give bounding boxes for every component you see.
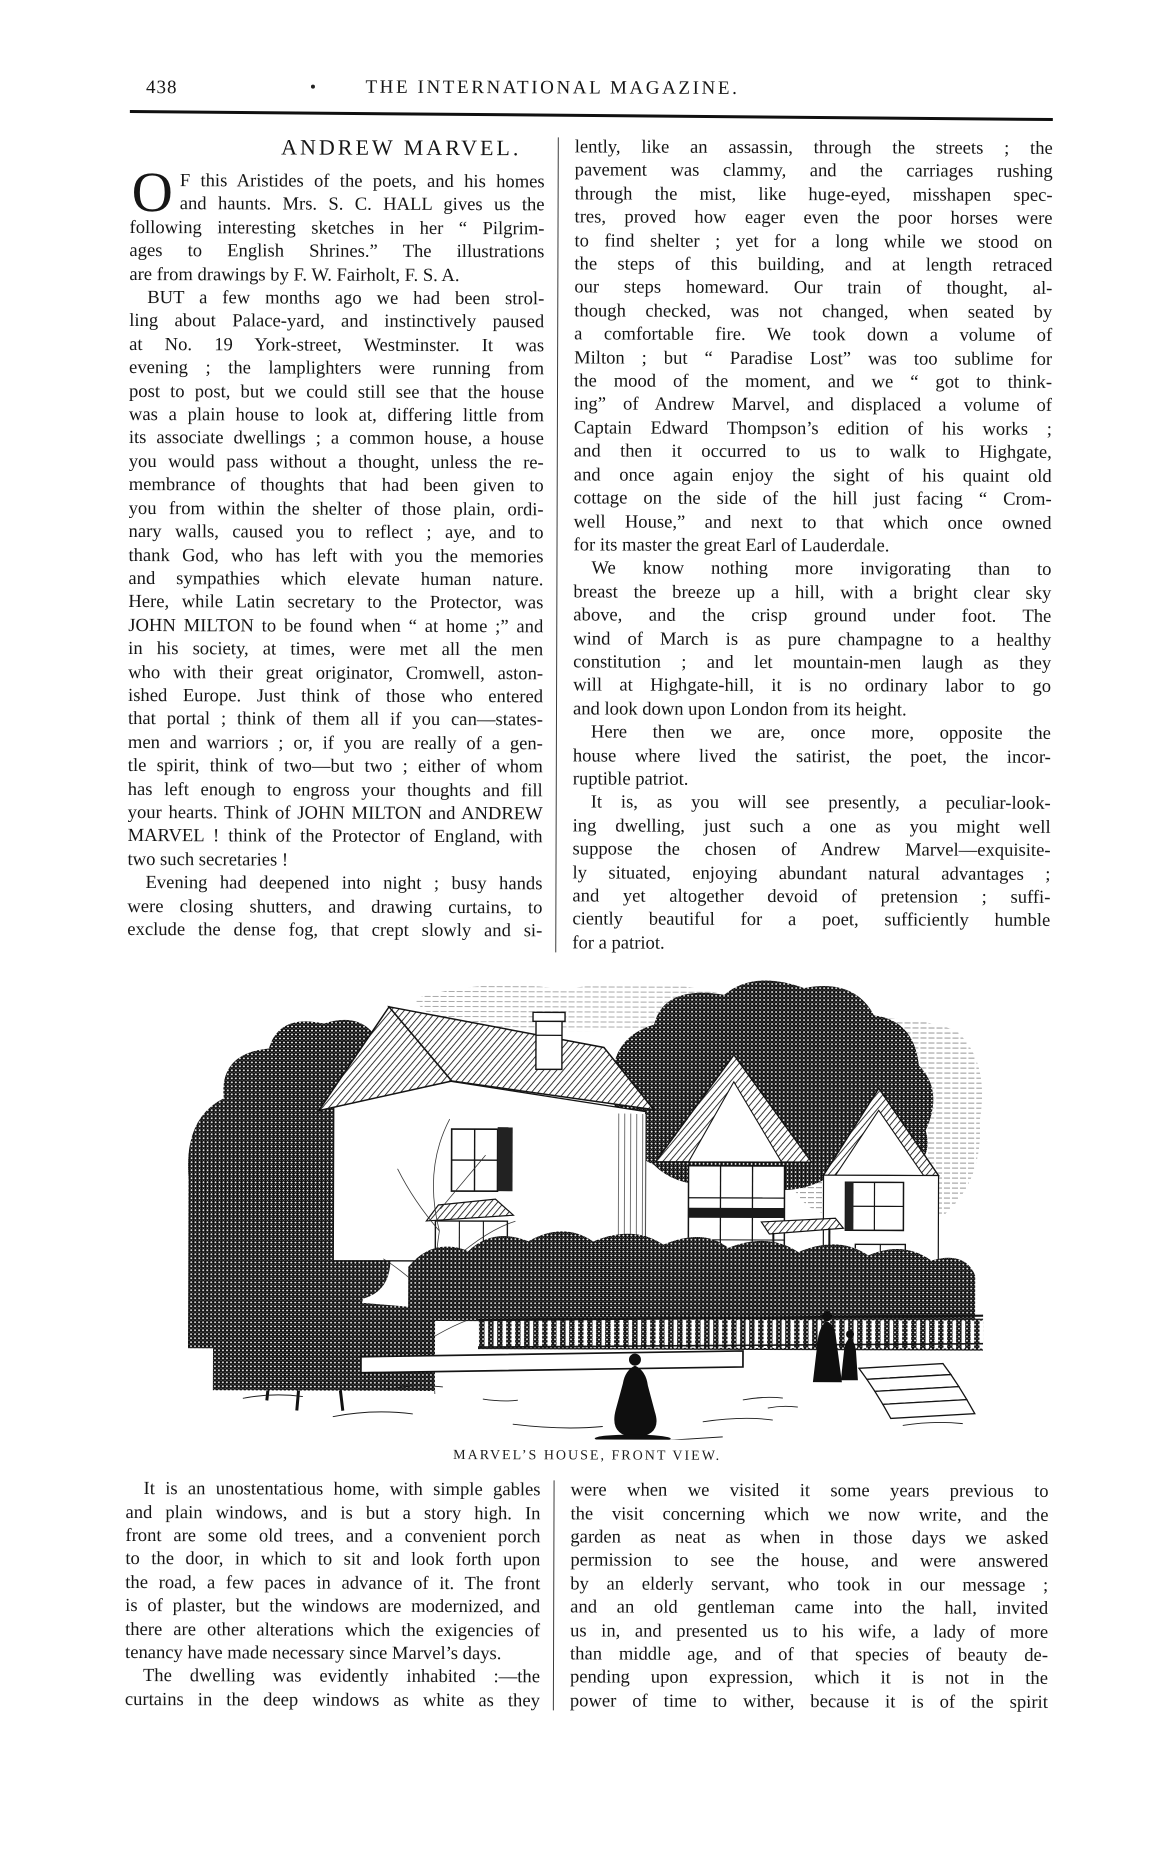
text-line: by an elderly servant, who took in our message ; (570, 1573, 1049, 1596)
text-line: following interesting sketches in her “ Pilgrim- (129, 216, 545, 240)
text-line: and once again enjoy the sight of his quaint old (573, 464, 1052, 487)
text-line: house where lived the satirist, the poet, the incor- (572, 744, 1051, 768)
text-line: wind of March is as pure champagne to a healthy (573, 627, 1052, 651)
text-line: ly situated, enjoying abundant natural advantages ; (572, 861, 1051, 885)
text-line: the steps of this building, and at length retraced (574, 253, 1053, 276)
text-line: ing dwelling, just such a one as you might well (572, 815, 1051, 838)
text-line: and look down upon London from its height. (572, 698, 907, 721)
text-line: above, and the crisp ground under foot. The (573, 604, 1052, 628)
text-line: We know nothing more invigorating than to (591, 557, 1052, 581)
text-line: and sympathies which elevate human nature. (128, 567, 544, 591)
paragraph (127, 286, 544, 872)
text-line: ruptible patriot. (572, 768, 689, 790)
text-line: is of plaster, but the windows are modernized, and (125, 1595, 541, 1618)
text-line: It is an unostentatious home, with simple gables (143, 1478, 541, 1501)
right-window (845, 1182, 903, 1230)
house-engraving-image (182, 968, 993, 1441)
text-line: pending upon expression, which it is not in the (569, 1666, 1048, 1690)
text-line: lently, like an assassin, through the streets ; the (574, 136, 1053, 159)
text-line: the mood of the moment, and we “ got to think- (574, 370, 1053, 393)
text-line: pavement was clammy, and the carriages rushing (574, 159, 1053, 183)
text-line: evening ; the lamplighters were running from (129, 357, 545, 380)
text-line: ished Europe. Just think of those who entered (128, 684, 544, 708)
text-line: the visit concerning which we now write, and the (570, 1503, 1049, 1526)
text-line: tenancy have made necessary since Marvel’s days. (125, 1642, 502, 1665)
paragraph (573, 721, 1051, 793)
text-line: ling about Palace-yard, and instinctively paused (129, 310, 545, 333)
paragraph (129, 161, 545, 287)
text-line: through the mist, like huge-eyed, misshapen spec- (574, 183, 1053, 206)
text-line: two such secretaries ! (127, 848, 289, 871)
text-line: cottage on the side of the hill just facing “ Crom- (573, 487, 1052, 510)
text-line: for a patriot. (572, 932, 665, 954)
paragraph (127, 871, 542, 943)
text-line: were when we visited it some years previous to (570, 1479, 1049, 1503)
text-line: us in, and presented us to his wife, a lady of more (570, 1620, 1049, 1643)
text-line: its associate dwellings ; a common house, a house (128, 427, 544, 450)
paragraph (572, 791, 1051, 956)
text-line: and an old gentleman came into the hall, invited (570, 1596, 1049, 1620)
paragraph (570, 1479, 1049, 1715)
text-line: our steps homeward. Our train of thought, al- (574, 276, 1053, 300)
bottom-column-divider (553, 1481, 555, 1711)
paragraph (573, 135, 1052, 558)
text-line: has left enough to engross your thoughts and fill (127, 778, 543, 801)
paragraph (573, 557, 1052, 722)
text-line: that portal ; think of them all if you can—states- (127, 708, 544, 731)
text-line: ages to English Shrines.” The illustrations (129, 240, 545, 263)
text-line: front are some old trees, and a convenient porch (125, 1525, 541, 1548)
paragraph (125, 1477, 541, 1666)
text-line: JOHN MILTON to be found when “ at home ;” and (128, 614, 544, 638)
text-line: will at Highgate-hill, it is no ordinary labor to go (573, 674, 1052, 698)
text-line: breast the breeze up a hill, with a bright clear sky (573, 581, 1052, 604)
bottom-right-column-text (570, 1479, 1049, 1715)
text-line: power of time to wither, because it is of the spirit (569, 1690, 1048, 1713)
text-line: well House,” and next to that which once owned (573, 510, 1052, 534)
scan-speck (311, 85, 315, 89)
text-line: you from within the shelter of those plain, ordi- (128, 497, 544, 520)
right-column-text (572, 135, 1053, 956)
text-line: Here, while Latin secretary to the Protector, was (128, 591, 544, 614)
text-line: nary walls, caused you to reflect ; aye, and to (128, 521, 544, 544)
text-line: at No. 19 York-street, Westminster. It was (129, 333, 545, 357)
text-line: tle spirit, think of two—but two ; either of whom (127, 755, 543, 778)
text-line: though checked, was not changed, when seated by (574, 300, 1053, 323)
text-line: to find shelter ; yet for a long while we stood on (574, 230, 1053, 253)
text-line: and haunts. Mrs. S. C. HALL gives us the (179, 193, 545, 216)
text-line: ciently beautiful for a poet, sufficiently humble (572, 908, 1051, 932)
text-line: MARVEL ! think of the Protector of England, with (127, 825, 543, 848)
drop-cap: O (131, 161, 173, 225)
text-line: membrance of thoughts that had been given to (128, 474, 544, 497)
fence (477, 1314, 982, 1351)
header-rule (130, 110, 1053, 121)
text-line: Milton ; but “ Paradise Lost” was too sublime for (574, 347, 1053, 370)
text-line: Evening had deepened into night ; busy hands (145, 872, 543, 895)
text-line: the road, a few paces in advance of it. The front (125, 1571, 541, 1595)
text-line: men and warriors ; or, if you are really of a gen- (127, 731, 543, 755)
text-line: Here then we are, once more, opposite the (590, 721, 1051, 745)
illustration-figure (126, 968, 1051, 1466)
text-line: you would pass without a thought, unless the re- (128, 450, 544, 474)
left-column (127, 134, 545, 943)
text-line: post to post, but we could still see that the house (128, 380, 545, 403)
text-line: thank God, who has left with you the memories (128, 544, 544, 567)
text-line: exclude the dense fog, that crept slowly and si- (127, 918, 543, 942)
text-line: were closing shutters, and drawing curtains, to (127, 895, 543, 918)
article-bottom-section (125, 1477, 1049, 1714)
magazine-title: THE INTERNATIONAL MAGAZINE. (365, 76, 740, 99)
text-line: curtains in the deep windows as white as they (124, 1688, 540, 1712)
text-line: Captain Edward Thompson’s edition of his works ; (573, 417, 1052, 440)
text-line: The dwelling was evidently inhabited :—the (142, 1665, 540, 1688)
text-line: for its master the great Earl of Lauderdale. (573, 534, 890, 557)
illustration-caption: MARVEL’S HOUSE, FRONT VIEW. (453, 1448, 722, 1465)
foreground-bushes (212, 1291, 434, 1391)
text-line: in his society, at times, were met all the men (128, 638, 544, 661)
text-line: garden as neat as when in those days we asked (570, 1526, 1049, 1549)
magazine-page (125, 74, 1053, 1714)
text-line: permission to see the house, and were answered (570, 1549, 1049, 1573)
text-line: to the door, in which to sit and look forth upon (125, 1548, 541, 1571)
text-line: F this Aristides of the poets, and his homes (179, 170, 545, 193)
article-title: ANDREW MARVEL. (281, 134, 522, 161)
text-line: your hearts. Think of JOHN MILTON and ANDREW (127, 801, 543, 825)
page-number: 438 (145, 77, 178, 99)
column-divider (555, 137, 559, 952)
text-line: tres, proved how eager even the poor horses were (574, 206, 1053, 230)
left-column-text (127, 161, 545, 943)
steps (858, 1364, 974, 1419)
text-line: a comfortable fire. We took down a volume of (574, 323, 1053, 347)
page-header (130, 74, 1053, 105)
text-line: there are other alterations which the exigencies of (125, 1618, 541, 1641)
chimney (532, 1012, 564, 1069)
text-line: and plain windows, and is but a story high. In (125, 1501, 541, 1524)
text-line: ing” of Andrew Marvel, and displaced a volume of (573, 393, 1052, 417)
text-line: BUT a few months ago we had been strol- (147, 287, 545, 310)
text-line: who with their great originator, Cromwell, aston- (128, 661, 544, 684)
text-line: suppose the chosen of Andrew Marvel—exquisite- (572, 838, 1051, 862)
article-top-section (127, 134, 1053, 956)
paragraph (125, 1664, 540, 1712)
text-line: constitution ; and let mountain-men laugh as they (573, 651, 1052, 674)
text-line: than middle age, and of that species of beauty de- (570, 1643, 1049, 1666)
bottom-left-column-text (125, 1477, 541, 1712)
ground-hatching (242, 1385, 962, 1440)
text-line: was a plain house to look at, differing little from (128, 404, 544, 427)
text-line: are from drawings by F. W. Fairholt, F. S. A. (129, 263, 460, 286)
text-line: and yet altogether devoid of pretension ; suffi- (572, 885, 1051, 908)
text-line: and then it occurred to us to walk to Highgate, (573, 440, 1052, 464)
text-line: It is, as you will see presently, a peculiar-look- (590, 791, 1051, 815)
